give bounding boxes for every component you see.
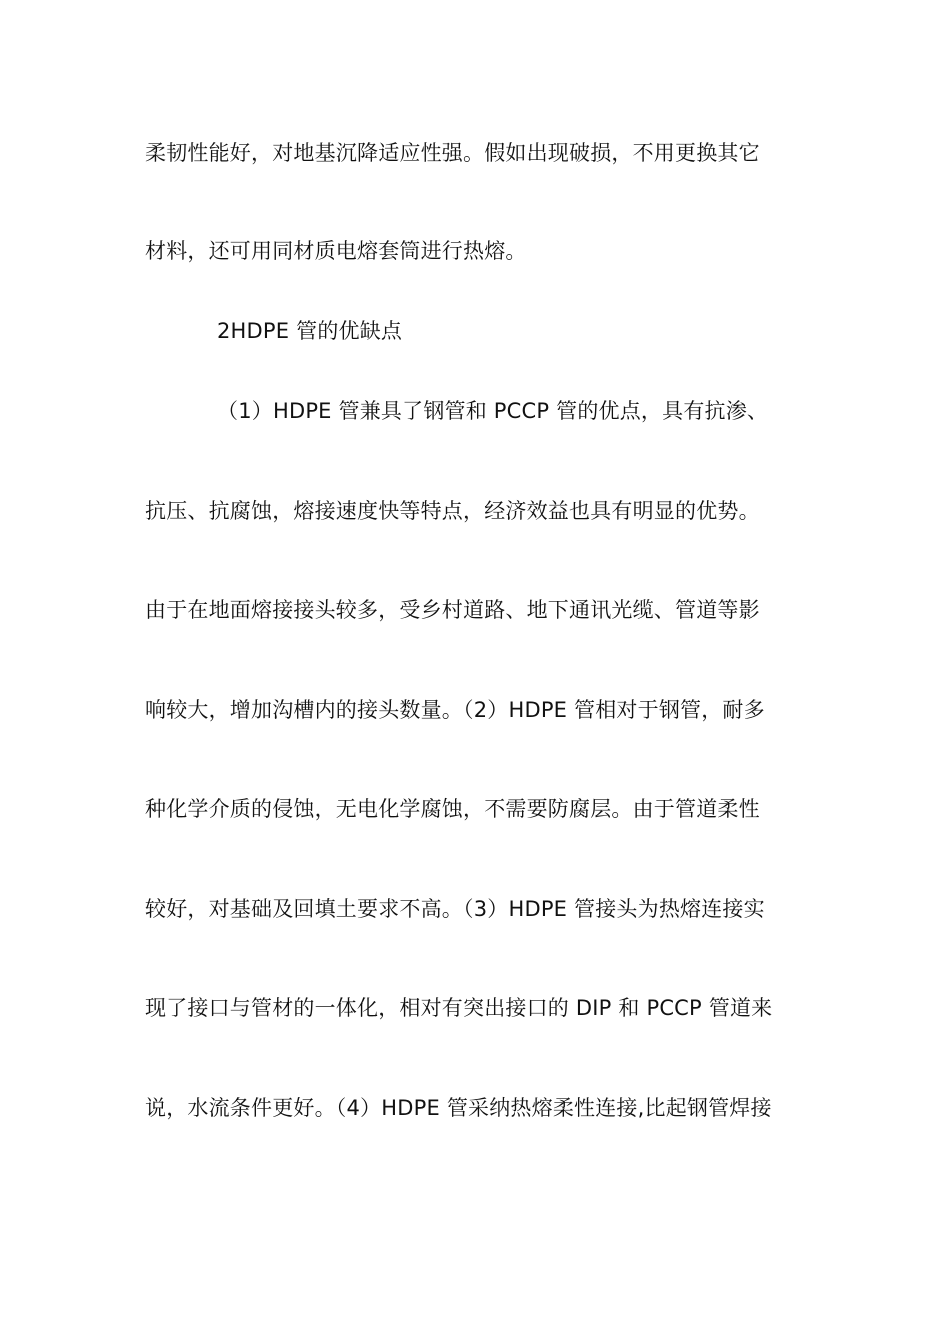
paragraph-line: 由于在地面熔接接头较多，受乡村道路、地下通讯光缆、管道等影 xyxy=(145,598,760,622)
paragraph-line: 抗压、抗腐蚀，熔接速度快等特点，经济效益也具有明显的优势。 xyxy=(145,499,760,523)
paragraph-line: 较好，对基础及回填土要求不高。（3）HDPE 管接头为热熔连接实 xyxy=(145,897,765,921)
paragraph-line: 材料，还可用同材质电熔套筒进行热熔。 xyxy=(145,239,527,263)
paragraph-line: 现了接口与管材的一体化，相对有突出接口的 DIP 和 PCCP 管道来 xyxy=(145,996,773,1020)
paragraph-line: 柔韧性能好，对地基沉降适应性强。假如出现破损，不用更换其它 xyxy=(145,141,760,165)
paragraph-line: 说，水流条件更好。（4）HDPE 管采纳热熔柔性连接,比起钢管焊接 xyxy=(145,1096,772,1120)
section-heading: 2HDPE 管的优缺点 xyxy=(217,319,403,343)
paragraph-line: （1）HDPE 管兼具了钢管和 PCCP 管的优点，具有抗渗、 xyxy=(217,399,769,423)
paragraph-line: 响较大，增加沟槽内的接头数量。（2）HDPE 管相对于钢管，耐多 xyxy=(145,698,765,722)
paragraph-line: 种化学介质的侵蚀，无电化学腐蚀，不需要防腐层。由于管道柔性 xyxy=(145,797,760,821)
